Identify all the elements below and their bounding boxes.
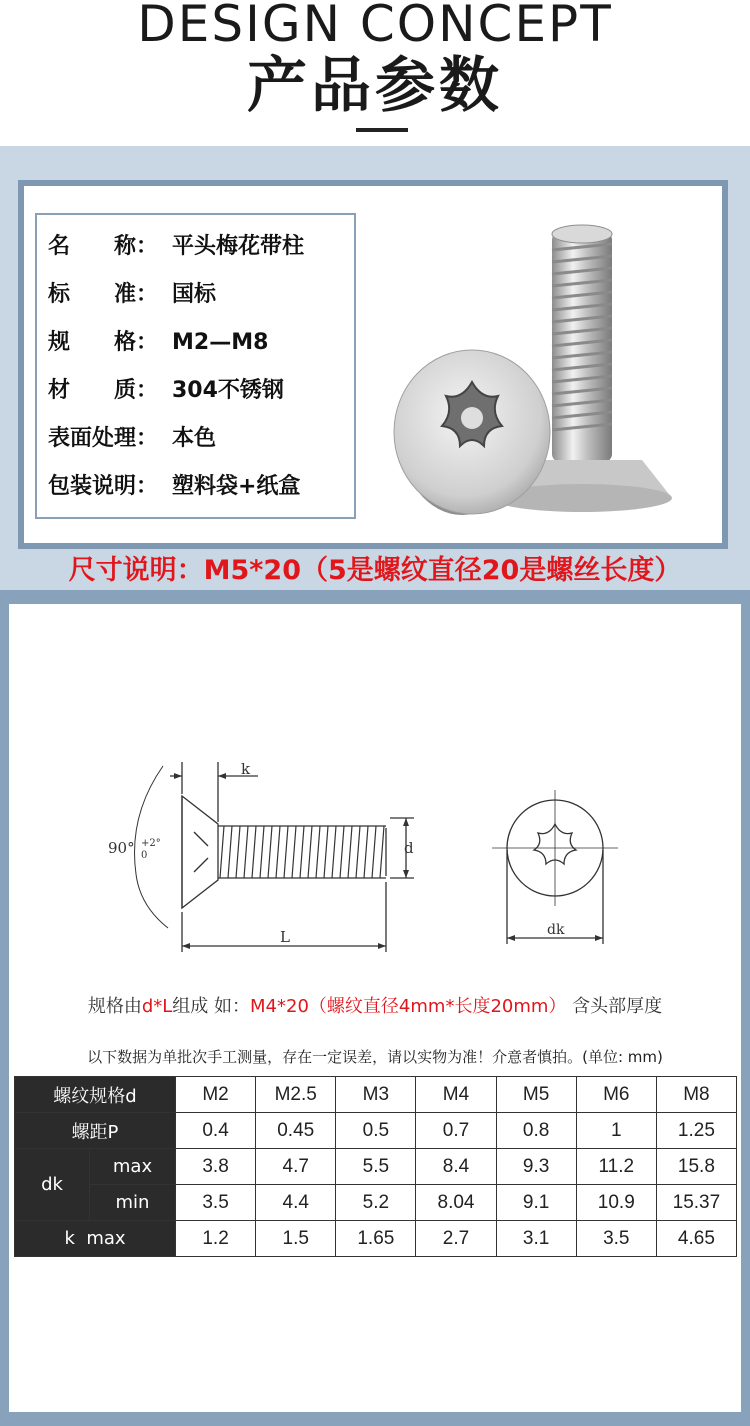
header-thread-size: 螺纹规格d	[15, 1077, 176, 1113]
front-view-drawing	[490, 788, 620, 958]
spec-row-finish	[48, 419, 216, 459]
d-label: d	[404, 839, 414, 857]
table-cell: 10.9	[576, 1185, 656, 1221]
composition-suffix: 含头部厚度	[572, 996, 663, 1017]
title-underline	[356, 128, 408, 132]
composition-prefix: 规格由	[87, 996, 142, 1017]
dk-label: dk	[547, 922, 565, 938]
spec-label: 材 质：	[48, 378, 159, 403]
spec-row-packaging	[48, 467, 300, 507]
spec-table	[14, 1076, 737, 1257]
side-view-drawing	[108, 756, 414, 956]
spec-value: M2—M8	[172, 330, 269, 355]
spec-label: 标 准：	[48, 282, 159, 307]
size-note: 尺寸说明：M5*20（5是螺纹直径20是螺丝长度）	[68, 555, 682, 586]
table-cell: 1.5	[256, 1221, 336, 1257]
table-cell: 3.1	[496, 1221, 576, 1257]
table-cell: M6	[576, 1077, 656, 1113]
header-dk: dk	[15, 1149, 90, 1221]
spec-row-material	[48, 371, 284, 411]
spec-value: 塑料袋+纸盒	[172, 474, 301, 499]
title-en: DESIGN CONCEPT	[137, 0, 613, 53]
angle-tol-zero: 0	[141, 850, 148, 861]
spec-label: 表面处理：	[48, 426, 159, 451]
table-row	[15, 1185, 737, 1221]
spec-value: 304不锈钢	[172, 378, 284, 403]
spec-row-standard	[48, 275, 216, 315]
angle-label: 90°	[108, 839, 135, 857]
table-cell: M8	[656, 1077, 736, 1113]
spec-value: 国标	[172, 282, 217, 307]
table-cell: 0.4	[176, 1113, 256, 1149]
spec-value: 平头梅花带柱	[172, 234, 305, 259]
table-cell: 1.2	[176, 1221, 256, 1257]
table-cell: 1	[576, 1113, 656, 1149]
table-cell: 15.8	[656, 1149, 736, 1185]
table-cell: 8.4	[416, 1149, 496, 1185]
screw-photo	[392, 210, 682, 520]
table-cell: 15.37	[656, 1185, 736, 1221]
table-cell: 11.2	[576, 1149, 656, 1185]
composition-code: d*L	[141, 996, 173, 1017]
table-cell: 5.2	[336, 1185, 416, 1221]
table-row	[15, 1221, 737, 1257]
table-row	[15, 1113, 737, 1149]
table-row	[15, 1149, 737, 1185]
table-cell: 3.8	[176, 1149, 256, 1185]
header-dk-min: min	[90, 1185, 176, 1221]
table-cell: M2.5	[256, 1077, 336, 1113]
composition-mid: 组成 如：	[172, 996, 251, 1017]
header-pitch: 螺距P	[15, 1113, 176, 1149]
L-label: L	[280, 928, 290, 946]
table-cell: 4.7	[256, 1149, 336, 1185]
table-cell: 5.5	[336, 1149, 416, 1185]
table-cell: 1.25	[656, 1113, 736, 1149]
table-cell: 1.65	[336, 1221, 416, 1257]
table-cell: M5	[496, 1077, 576, 1113]
table-cell: 9.3	[496, 1149, 576, 1185]
spec-row-size	[48, 323, 268, 363]
spec-label: 包装说明：	[48, 474, 159, 499]
table-cell: 3.5	[576, 1221, 656, 1257]
disclaimer: 以下数据为单批次手工测量，存在一定误差，请以实物为准！介意者慎拍。(单位: mm)	[87, 1048, 663, 1066]
spec-value: 本色	[172, 426, 217, 451]
table-row	[15, 1077, 737, 1113]
spec-label: 名 称：	[48, 234, 159, 259]
table-cell: 0.5	[336, 1113, 416, 1149]
spec-label: 规 格：	[48, 330, 159, 355]
title-cn: 产品参数	[247, 51, 503, 121]
table-cell: M3	[336, 1077, 416, 1113]
table-cell: M2	[176, 1077, 256, 1113]
table-cell: 8.04	[416, 1185, 496, 1221]
table-cell: 3.5	[176, 1185, 256, 1221]
header	[0, 0, 750, 146]
table-cell: 0.8	[496, 1113, 576, 1149]
table-cell: M4	[416, 1077, 496, 1113]
composition-note	[0, 992, 750, 1022]
table-cell: 0.45	[256, 1113, 336, 1149]
spec-row-name	[48, 227, 304, 267]
table-cell: 4.65	[656, 1221, 736, 1257]
table-cell: 4.4	[256, 1185, 336, 1221]
header-dk-max: max	[90, 1149, 176, 1185]
table-cell: 0.7	[416, 1113, 496, 1149]
composition-example: M4*20（螺纹直径4mm*长度20mm）	[250, 996, 567, 1017]
thread-hatching	[220, 826, 384, 878]
angle-tol-plus: +2°	[141, 838, 161, 849]
k-label: k	[241, 760, 251, 778]
table-cell: 2.7	[416, 1221, 496, 1257]
header-k-max: k max	[15, 1221, 176, 1257]
table-cell: 9.1	[496, 1185, 576, 1221]
